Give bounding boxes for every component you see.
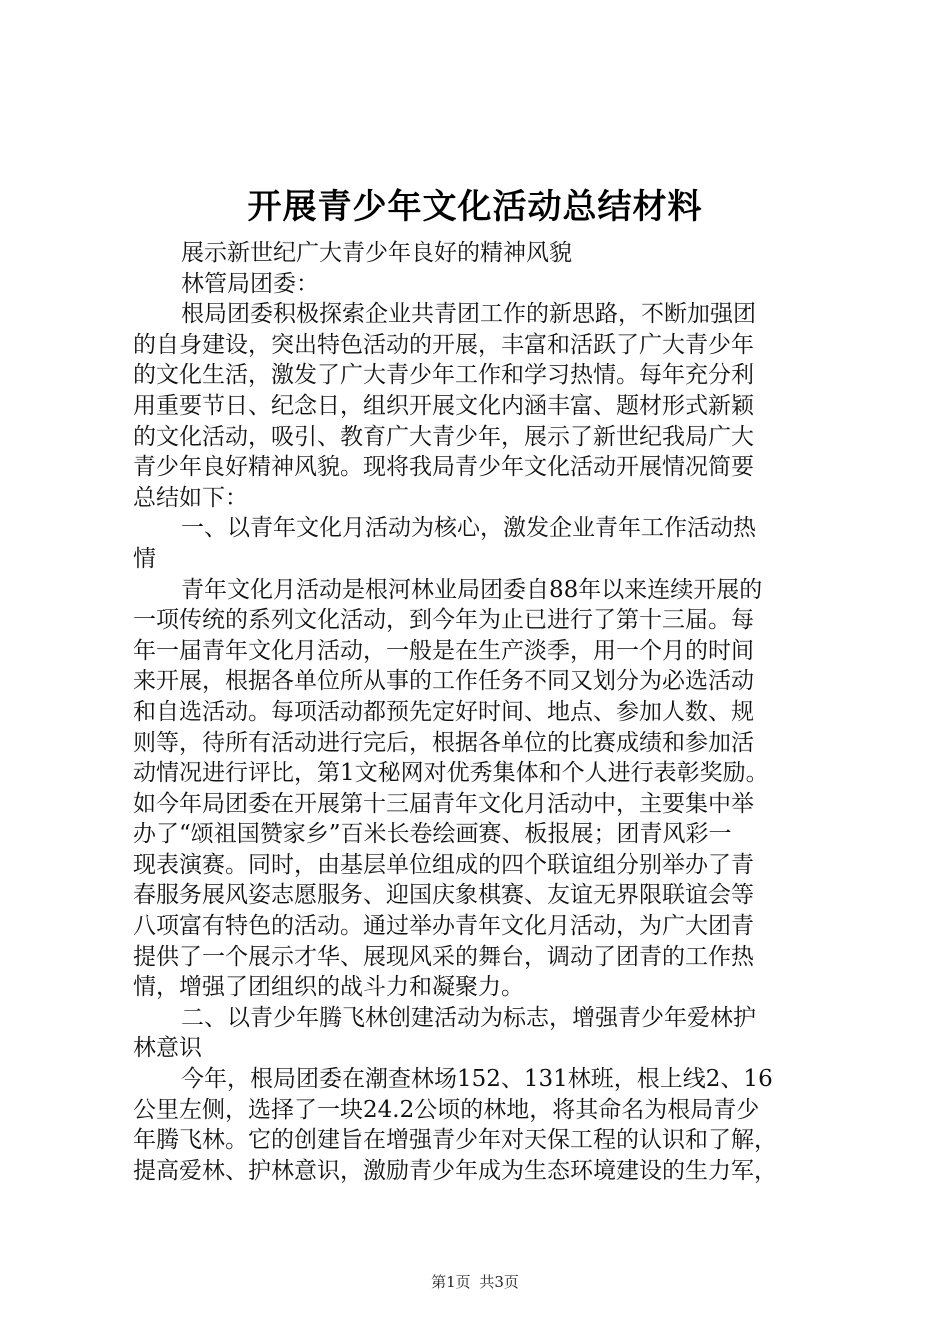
document-title: 开展青少年文化活动总结材料 xyxy=(247,187,703,227)
paragraph-line: 动情况进行评比，第1文秘网对优秀集体和个人进行表彰奖励。 xyxy=(133,760,769,787)
page-number: 第1页 xyxy=(431,1273,471,1291)
paragraph-line: 如今年局团委在开展第十三届青年文化月活动中，主要集中举 xyxy=(133,790,754,817)
author-line: 林管局团委： xyxy=(181,270,319,297)
paragraph-line: 一项传统的系列文化活动，到今年为止已进行了第十三届。每 xyxy=(133,607,754,634)
paragraph-line: 用重要节日、纪念日，组织开展文化内涵丰富、题材形式新颖 xyxy=(133,392,754,419)
paragraph-line: 总结如下： xyxy=(133,484,248,511)
page-footer xyxy=(0,1272,950,1292)
paragraph-line: 来开展，根据各单位所从事的工作任务不同又划分为必选活动 xyxy=(133,668,754,695)
subtitle-line: 展示新世纪广大青少年良好的精神风貌 xyxy=(181,240,572,266)
document-body xyxy=(133,238,833,1186)
paragraph-line: 年一届青年文化月活动，一般是在生产淡季，用一个月的时间 xyxy=(133,637,754,664)
paragraph-line: 年腾飞林。它的创建旨在增强青少年对天保工程的认识和了解， xyxy=(133,1127,777,1154)
paragraph-line: 公里左侧，选择了一块24.2公顷的林地，将其命名为根局青少 xyxy=(133,1096,760,1123)
section-heading-line: 情 xyxy=(133,545,156,572)
paragraph-line: 的文化活动，吸引、教育广大青少年，展示了新世纪我局广大 xyxy=(133,423,754,450)
paragraph-line: 和自选活动。每项活动都预先定好时间、地点、参加人数、规 xyxy=(133,698,754,725)
paragraph-line: 提供了一个展示才华、展现风采的舞台，调动了团青的工作热 xyxy=(133,943,754,970)
paragraph-line: 根局团委积极探索企业共青团工作的新思路，不断加强团 xyxy=(181,301,756,328)
section-heading-line: 一、以青年文化月活动为核心，激发企业青年工作活动热 xyxy=(181,515,756,542)
section-heading-line: 二、以青少年腾飞林创建活动为标志，增强青少年爱林护 xyxy=(181,1004,756,1031)
paragraph-line: 办了“颂祖国赞家乡”百米长卷绘画赛、板报展；团青风彩一 xyxy=(133,821,732,848)
paragraph-line: 现表演赛。同时，由基层单位组成的四个联谊组分别举办了青 xyxy=(133,851,754,878)
paragraph-line: 的文化生活，激发了广大青少年工作和学习热情。每年充分利 xyxy=(133,362,754,389)
paragraph-line: 今年，根局团委在潮查林场152、131林班，根上线2、16 xyxy=(181,1066,773,1093)
paragraph-line: 青年文化月活动是根河林业局团委自88年以来连续开展的 xyxy=(181,576,763,603)
paragraph-line: 青少年良好精神风貌。现将我局青少年文化活动开展情况简要 xyxy=(133,454,754,481)
paragraph-line: 的自身建设，突出特色活动的开展，丰富和活跃了广大青少年 xyxy=(133,331,754,358)
paragraph-line: 提高爱林、护林意识，激励青少年成为生态环境建设的生力军， xyxy=(133,1157,777,1184)
page-total: 共3页 xyxy=(479,1273,519,1291)
section-heading-line: 林意识 xyxy=(133,1035,202,1062)
paragraph-line: 则等，待所有活动进行完后，根据各单位的比赛成绩和参加活 xyxy=(133,729,754,756)
paragraph-line: 情，增强了团组织的战斗力和凝聚力。 xyxy=(133,974,524,1001)
paragraph-line: 春服务展风姿志愿服务、迎国庆象棋赛、友谊无界限联谊会等 xyxy=(133,882,754,909)
paragraph-line: 八项富有特色的活动。通过举办青年文化月活动，为广大团青 xyxy=(133,913,754,940)
